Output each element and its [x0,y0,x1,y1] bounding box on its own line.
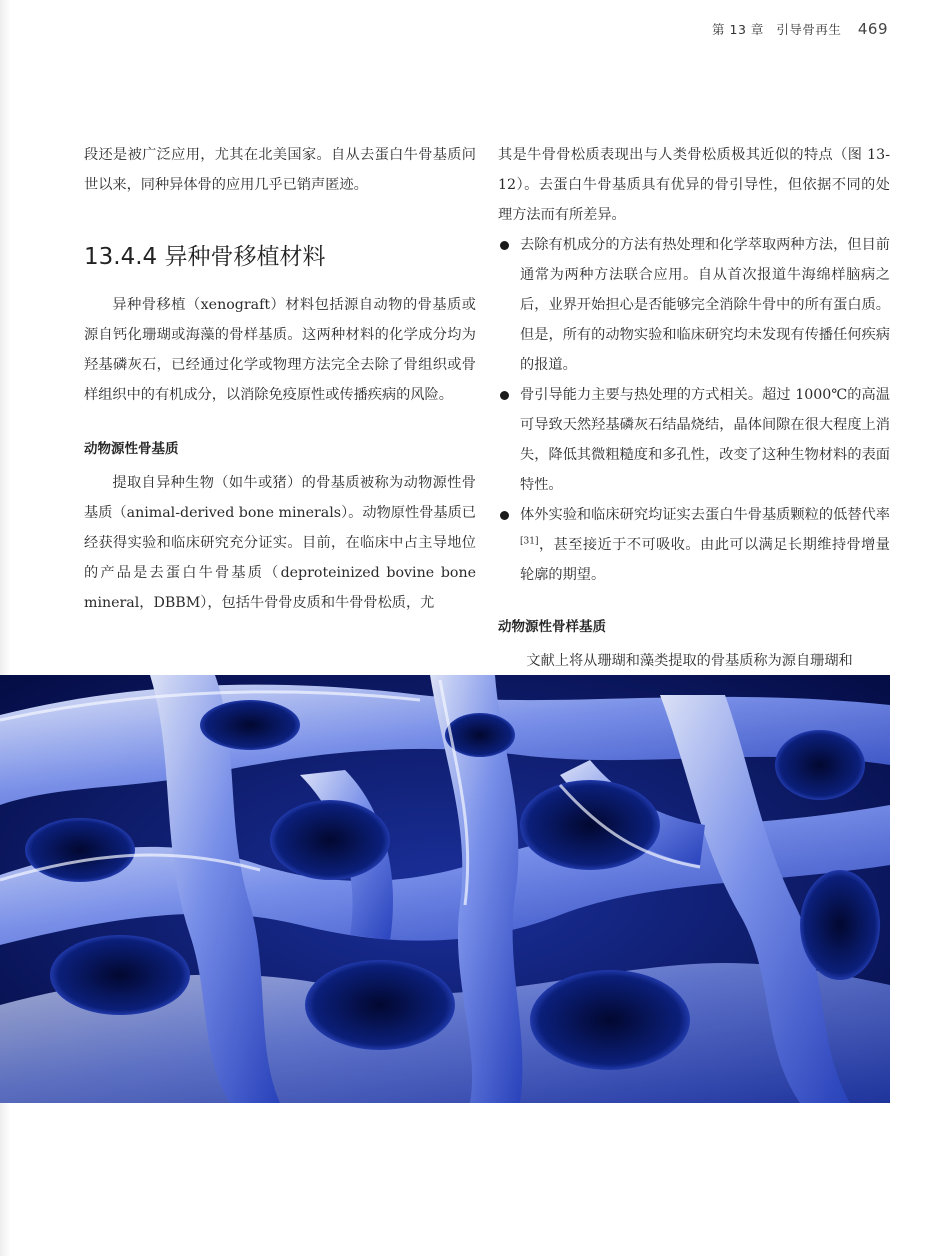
running-head [712,20,888,38]
bullet-item [498,380,890,500]
bullet-dot-icon [500,511,509,520]
bullet-text-part: 体外实验和临床研究均证实去蛋白牛骨基质颗粒的低替代率 [520,507,890,523]
left-column [84,140,476,618]
subheading-animal-bone: 动物源性骨基质 [84,441,179,457]
chapter-label: 第 13 章 [712,22,764,37]
bullet-text: 去除有机成分的方法有热处理和化学萃取两种方法，但目前通常为两种方法联合应用。自从首次报道牛海绵样脑病之后，业界开始担心是否能够完全消除牛骨中的所有蛋白质。但是，所有的动物实验和临床研究均未发现有传播任何疾病的报道。 [520,237,890,373]
bullet-dot-icon [500,391,509,400]
sub-paragraph: 文献上将从珊瑚和藻类提取的骨基质称为源自珊瑚和 [526,653,853,669]
bullet-text-part: ，甚至接近于不可吸收。由此可以满足长期维持骨增量轮廓的期望。 [520,537,890,583]
bullet-text [520,500,890,590]
citation-ref: [31] [520,536,539,547]
page-number: 469 [857,20,888,38]
bullet-list [498,230,890,590]
bone-sem-micrograph-icon [0,675,890,1103]
sub-paragraph: 提取自异种生物（如牛或猪）的骨基质被称为动物源性骨基质（animal-derived bone minerals）。动物原性骨基质已经获得实验和临床研究充分证实。目前，在临床中占主导地位的产品是去蛋白牛骨基质（deproteinized bovine bone mineral，DBBM），包括牛骨骨皮质和牛骨骨松质，尤 [84,475,476,611]
bullet-item [498,230,890,380]
bullet-item [498,500,890,590]
section-heading: 13.4.4 异种骨移植材料 [84,244,326,270]
intro-paragraph: 段还是被广泛应用，尤其在北美国家。自从去蛋白牛骨基质问世以来，同种异体骨的应用几乎已销声匿迹。 [84,147,476,193]
bullet-text: 骨引导能力主要与热处理的方式相关。超过 1000℃的高温可导致天然羟基磷灰石结晶烧结，晶体间隙在很大程度上消失，降低其微粗糙度和多孔性，改变了这种生物材料的表面特性。 [520,387,890,493]
right-column [498,140,890,676]
bullet-dot-icon [500,241,509,250]
bone-micrograph-figure [0,675,890,1103]
chapter-title: 引导骨再生 [776,22,842,37]
subheading-animal-bonelike: 动物源性骨样基质 [498,619,606,635]
continuation-paragraph: 其是牛骨骨松质表现出与人类骨松质极其近似的特点（图 13-12）。去蛋白牛骨基质具有优异的骨引导性，但依据不同的处理方法而有所差异。 [498,147,890,223]
section-paragraph: 异种骨移植（xenograft）材料包括源自动物的骨基质或源自钙化珊瑚或海藻的骨样基质。这两种材料的化学成分均为羟基磷灰石，已经通过化学或物理方法完全去除了骨组织或骨样组织中的有机成分，以消除免疫原性或传播疾病的风险。 [84,297,476,403]
